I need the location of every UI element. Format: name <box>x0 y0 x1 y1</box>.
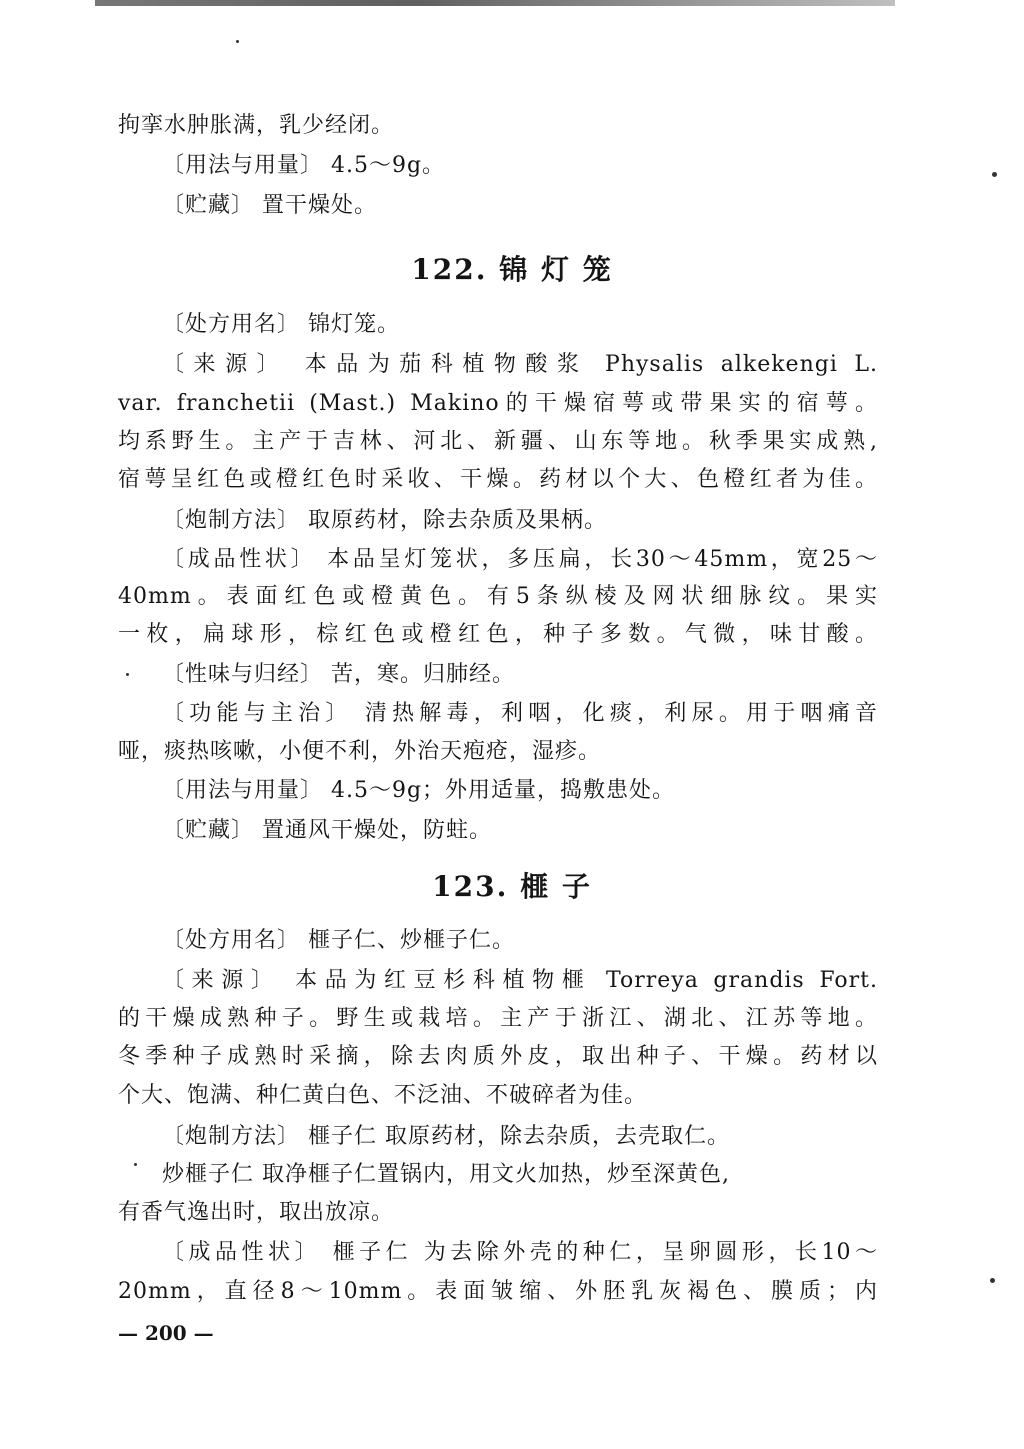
entry-123-source-line: 冬季种子成熟时采摘，除去肉质外皮，取出种子、干燥。药材以 <box>118 1044 878 1069</box>
entry-123-source-line: 〔来源〕 本品为红豆杉科植物榧 Torreya grandis Fort. <box>162 968 878 993</box>
entry-123-processing-line: 〔炮制方法〕 榧子仁 取原药材，除去杂质，去壳取仁。 <box>162 1124 730 1149</box>
entry-123-processing-line: 炒榧子仁 取净榧子仁置锅内，用文火加热，炒至深黄色, <box>162 1162 730 1187</box>
scan-speck <box>990 1278 995 1283</box>
entry-123-properties-line: 〔成品性状〕 榧子仁 为去除外壳的种仁，呈卵圆形，长10～ <box>162 1240 878 1265</box>
continuation-usage: 〔用法与用量〕 4.5～9g。 <box>162 153 446 178</box>
entry-122-prescription-name: 〔处方用名〕 锦灯笼。 <box>162 312 400 337</box>
entry-122-source-line: 〔来源〕 本品为茄科植物酸浆 Physalis alkekengi L. <box>162 352 878 377</box>
entry-122-source-line: 宿萼呈红色或橙红色时采收、干燥。药材以个大、色橙红者为佳。 <box>118 467 878 492</box>
entry-123-prescription-name: 〔处方用名〕 榧子仁、炒榧子仁。 <box>162 928 515 953</box>
entry-122-nature-meridian: 〔性味与归经〕 苦，寒。归肺经。 <box>162 662 515 687</box>
scan-speck <box>134 1163 137 1166</box>
entry-122-usage: 〔用法与用量〕 4.5～9g；外用适量，捣敷患处。 <box>162 778 676 803</box>
entry-122-properties-line: 一枚，扁球形，棕红色或橙红色，种子多数。气微，味甘酸。 <box>118 622 878 647</box>
entry-122-properties-line: 40mm。表面红色或橙黄色。有5条纵棱及网状细脉纹。果实 <box>118 584 878 609</box>
scan-speck <box>992 172 997 177</box>
entry-122-function-line: 哑，痰热咳嗽，小便不利，外治天疱疮，湿疹。 <box>118 739 602 764</box>
continuation-storage: 〔贮藏〕 置干燥处。 <box>162 193 377 218</box>
entry-122-properties-line: 〔成品性状〕 本品呈灯笼状，多压扁，长30～45mm，宽25～ <box>162 547 878 572</box>
entry-122-heading: 122. 锦 灯 笼 <box>411 253 613 286</box>
entry-123-heading: 123. 榧 子 <box>432 870 592 903</box>
entry-122-source-line: 均系野生。主产于吉林、河北、新疆、山东等地。秋季果实成熟, <box>118 429 878 454</box>
entry-122-processing: 〔炮制方法〕 取原药材，除去杂质及果柄。 <box>162 508 607 533</box>
page-number: — 200 — <box>118 1321 214 1345</box>
scan-speck <box>236 40 239 43</box>
entry-123-source-line: 的干燥成熟种子。野生或栽培。主产于浙江、湖北、江苏等地。 <box>118 1006 878 1031</box>
entry-122-source-line: var. franchetii (Mast.) Makino的干燥宿萼或带果实的宿萼。 <box>118 391 878 416</box>
entry-123-processing-line: 有香气逸出时，取出放凉。 <box>118 1200 395 1225</box>
entry-122-storage: 〔贮藏〕 置通风干燥处，防蛀。 <box>162 818 492 843</box>
entry-123-source-line: 个大、饱满、种仁黄白色、不泛油、不破碎者为佳。 <box>118 1083 648 1108</box>
scan-speck <box>126 673 129 676</box>
entry-122-function-line: 〔功能与主治〕 清热解毒，利咽，化痰，利尿。用于咽痛音 <box>162 701 878 726</box>
entry-123-properties-line: 20mm，直径8～10mm。表面皱缩、外胚乳灰褐色、膜质；内 <box>118 1279 878 1304</box>
continuation-text: 拘挛水肿胀满，乳少经闭。 <box>118 113 395 138</box>
